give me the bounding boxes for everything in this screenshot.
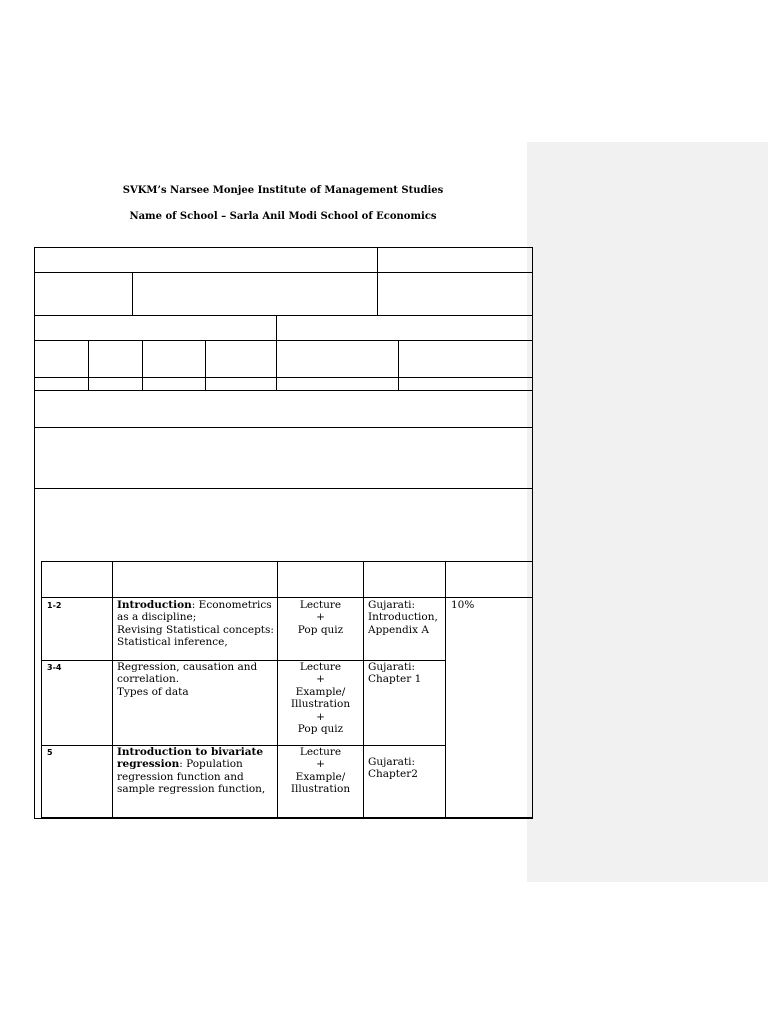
session-topic: Regression, causation and correlation. Types of data — [117, 661, 258, 698]
teaching-method: Lecture + Example/ Illustration + Pop quiz — [290, 661, 351, 736]
teaching-method: Lecture + Example/ Illustration — [290, 746, 351, 796]
reference: Gujarati: Introduction, Appendix A — [368, 599, 438, 636]
session-topic: Introduction to bivariate regression: Population regression function and sample regression function, — [117, 746, 266, 796]
session-number: 5 — [47, 748, 53, 757]
session-number: 1-2 — [47, 601, 62, 610]
side-panel — [527, 142, 768, 882]
session-number: 3-4 — [47, 663, 62, 672]
weightage: 10% — [451, 599, 475, 611]
teaching-method: Lecture + Pop quiz — [297, 599, 344, 636]
institute-title: SVKM’s Narsee Monjee Institute of Management Studies — [122, 185, 444, 196]
session-topic: Introduction: Econometrics as a discipline; Revising Statistical concepts: Statistical inference, — [117, 599, 274, 649]
school-name: Name of School – Sarla Anil Modi School of Economics — [129, 211, 437, 222]
reference: Gujarati: Chapter2 — [368, 756, 418, 781]
reference: Gujarati: Chapter 1 — [368, 661, 422, 686]
